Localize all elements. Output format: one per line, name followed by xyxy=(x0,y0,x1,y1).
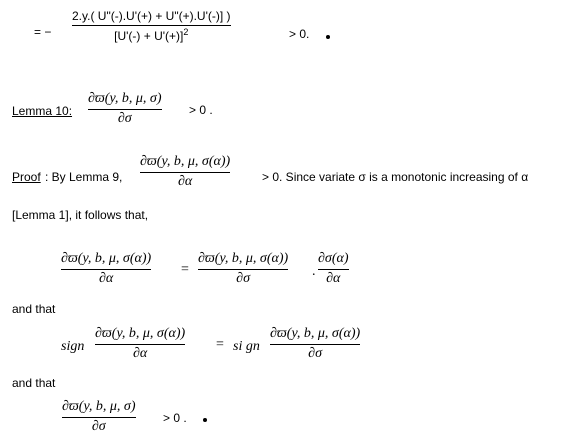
proof-text-before: : By Lemma 9, xyxy=(45,170,123,184)
fraction-bar xyxy=(95,344,185,345)
lemma10-denominator: ∂σ xyxy=(117,111,132,126)
eq2-rhs-numerator: ∂ϖ(y, b, μ, σ(α)) xyxy=(270,326,361,341)
line1-fraction xyxy=(72,10,231,42)
eq1-lhs-fraction xyxy=(61,252,151,286)
eq1-rhs2-numerator: ∂σ(α) xyxy=(318,251,349,266)
proof-fraction xyxy=(140,155,230,189)
eq1-lhs-numerator: ∂ϖ(y, b, μ, σ(α)) xyxy=(61,251,152,266)
and-that-1: and that xyxy=(12,302,56,316)
proof-text-after: > 0. Since variate σ is a monotonic increasing of α xyxy=(262,170,529,184)
eq1-equals: = xyxy=(181,262,189,277)
eq3-denominator: ∂σ xyxy=(91,419,106,434)
fraction-bar xyxy=(198,269,288,270)
fraction-bar xyxy=(72,25,231,26)
eq3-relation: > 0 . xyxy=(163,411,187,425)
eq1-rhs1-fraction xyxy=(198,252,288,286)
proof-label: Proof xyxy=(12,170,41,184)
lemma10-fraction xyxy=(88,92,162,126)
fraction-bar xyxy=(62,417,136,418)
fraction-bar xyxy=(61,269,151,270)
eq1-rhs2-fraction xyxy=(318,252,349,286)
eq2-equals: = xyxy=(216,337,224,352)
eq2-sign-left: sign xyxy=(61,339,85,354)
proof-denominator: ∂α xyxy=(177,174,193,189)
eq2-sign-right: si gn xyxy=(233,339,260,354)
and-that-2: and that xyxy=(12,376,56,390)
lemma10-label: Lemma 10: xyxy=(12,104,73,118)
line1-relation: > 0. xyxy=(289,27,310,41)
proof-line2: [Lemma 1], it follows that, xyxy=(12,208,149,222)
eq1-lhs-denominator: ∂α xyxy=(98,271,114,286)
proof-numerator: ∂ϖ(y, b, μ, σ(α)) xyxy=(140,154,231,169)
line1-prefix: = − xyxy=(34,25,52,39)
fraction-bar xyxy=(318,269,349,270)
line1-denominator-wrap xyxy=(114,28,188,42)
eq2-rhs-fraction xyxy=(270,327,360,361)
eq1-rhs2-denominator: ∂α xyxy=(326,271,341,286)
eq3-numerator: ∂ϖ(y, b, μ, σ) xyxy=(62,399,136,414)
eq2-lhs-numerator: ∂ϖ(y, b, μ, σ(α)) xyxy=(95,326,186,341)
fraction-bar xyxy=(270,344,360,345)
eq2-lhs-fraction xyxy=(95,327,185,361)
eq1-dot: . xyxy=(312,264,316,279)
end-of-proof-bullet xyxy=(203,414,207,426)
eq2-rhs-denominator: ∂σ xyxy=(308,346,322,361)
fraction-bar xyxy=(140,172,230,173)
end-of-proof-bullet xyxy=(326,31,330,43)
lemma10-numerator: ∂ϖ(y, b, μ, σ) xyxy=(88,91,162,106)
eq2-lhs-denominator: ∂α xyxy=(132,346,148,361)
lemma10-relation: > 0 . xyxy=(189,103,213,117)
line1-denominator-exponent: 2 xyxy=(183,27,189,37)
eq1-rhs1-numerator: ∂ϖ(y, b, μ, σ(α)) xyxy=(198,251,289,266)
fraction-bar xyxy=(88,109,162,110)
eq1-rhs1-denominator: ∂σ xyxy=(236,271,250,286)
line1-denominator: [U'(-) + U'(+)] xyxy=(114,29,184,43)
line1-numerator: 2.y.( U"(-).U'(+) + U"(+).U'(-)] ) xyxy=(72,9,231,23)
eq3-fraction xyxy=(62,400,136,434)
